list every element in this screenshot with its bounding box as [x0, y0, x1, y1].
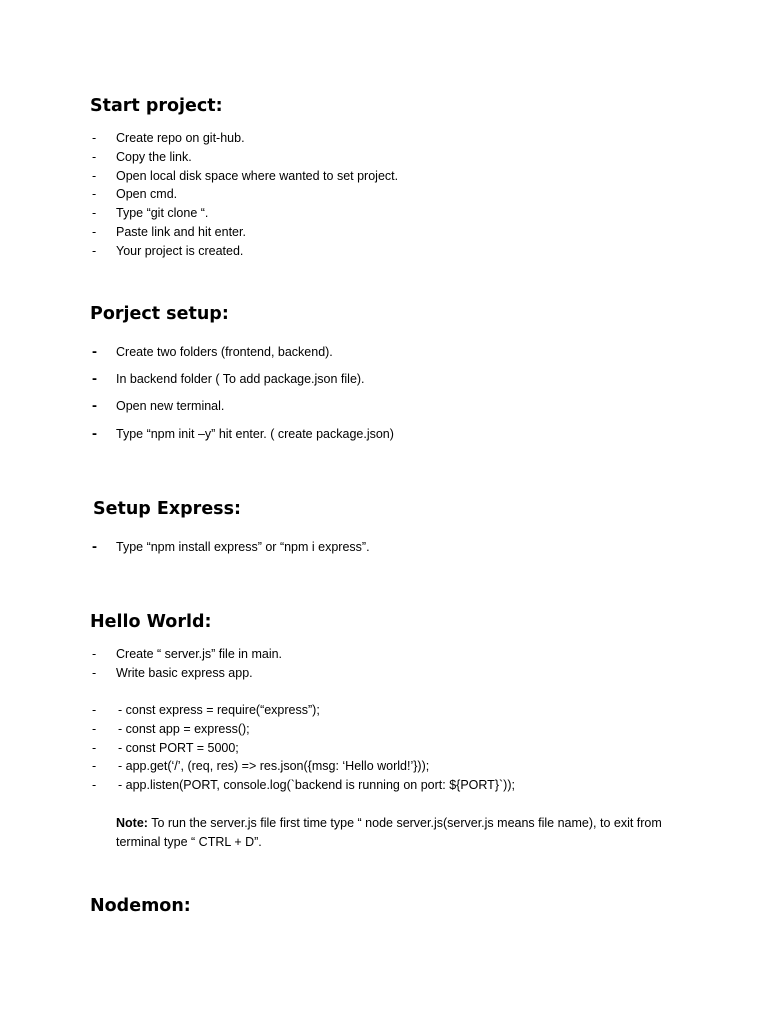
list-item-text: Create two folders (frontend, backend).: [116, 345, 333, 359]
bullet-dash: -: [92, 187, 97, 202]
code-line-text: - const PORT = 5000;: [118, 740, 239, 755]
bullet-dash: -: [92, 370, 97, 388]
list-item-text: Copy the link.: [116, 149, 192, 164]
bullet-dash: -: [92, 778, 97, 793]
heading-project-setup: Porject setup:: [90, 304, 229, 324]
list-item-text: Type “npm init –y” hit enter. ( create package.json): [116, 426, 394, 441]
list-item-text: Type “git clone “.: [116, 206, 209, 221]
bullet-dash: -: [92, 538, 97, 555]
list-item-text: Open local disk space where wanted to set project.: [116, 168, 399, 183]
bullet-dash: -: [92, 149, 97, 164]
bullet-dash: -: [92, 721, 97, 736]
bullet-dash: -: [92, 703, 97, 717]
bullet-dash: -: [92, 343, 97, 360]
code-line-text: - const app = express();: [118, 721, 250, 736]
code-line-text: - const express = require(“express”);: [118, 703, 320, 717]
heading-setup-express: Setup Express:: [93, 499, 242, 519]
list-item-text: Type “npm install express” or “npm i express”.: [116, 540, 370, 554]
heading-hello-world: Hello World:: [90, 612, 212, 632]
heading-nodemon: Nodemon:: [90, 896, 191, 916]
bullet-dash: -: [92, 206, 97, 221]
note-label: Note:: [116, 816, 148, 830]
code-line-text: - app.get(‘/’, (req, res) => res.json({msg: ‘Hello world!’}));: [118, 759, 430, 774]
bullet-dash: -: [92, 397, 97, 415]
bullet-dash: -: [92, 131, 97, 145]
bullet-dash: -: [92, 647, 97, 661]
bullet-dash: -: [92, 224, 97, 239]
list-item-text: Open cmd.: [116, 187, 178, 202]
bullet-dash: -: [92, 424, 97, 442]
bullet-dash: -: [92, 740, 97, 755]
list-item-text: Paste link and hit enter.: [116, 224, 246, 239]
bullet-dash: -: [92, 168, 97, 183]
note-text: To run the server.js file first time type “ node server.js(server.js means file name), to exit from terminal type “ CTRL + D”.: [116, 816, 662, 849]
list-item-text: Create repo on git-hub.: [116, 131, 245, 145]
heading-start-project: Start project:: [90, 96, 223, 116]
list-item-text: In backend folder ( To add package.json file).: [116, 372, 365, 387]
code-line-text: - app.listen(PORT, console.log(`backend is running on port: ${PORT}`));: [118, 778, 515, 793]
list-item-text: Open new terminal.: [116, 399, 225, 414]
list-item-text: Write basic express app.: [116, 665, 253, 680]
list-item-text: Create “ server.js” file in main.: [116, 647, 283, 661]
list-item-text: Your project is created.: [116, 243, 244, 258]
note-paragraph: [116, 814, 696, 852]
bullet-dash: -: [92, 665, 97, 680]
bullet-dash: -: [92, 759, 97, 774]
bullet-dash: -: [92, 243, 97, 258]
